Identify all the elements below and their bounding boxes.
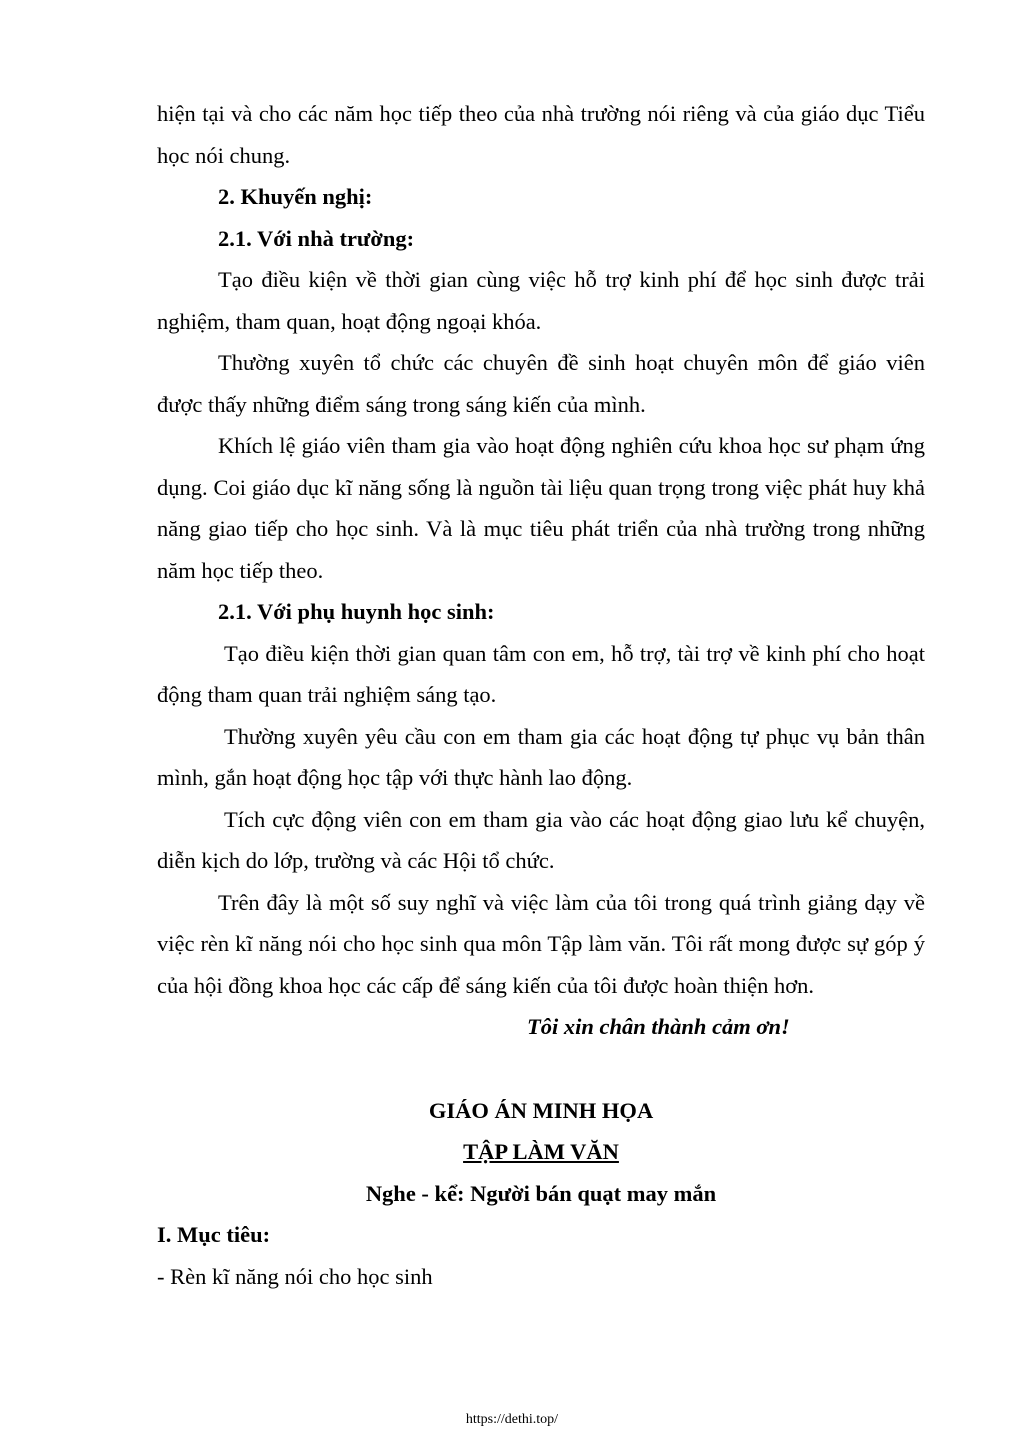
lesson-title: Nghe - kể: Người bán quạt may mắn <box>365 1180 717 1206</box>
recommendation-heading: 2. Khuyến nghị: <box>218 184 373 209</box>
subject-title: TẬP LÀM VĂN <box>463 1139 619 1164</box>
footer-url[interactable]: https://dethi.top/ <box>465 1412 559 1427</box>
thanks-line: Tôi xin chân thành cảm ơn! <box>527 1014 790 1039</box>
school-paragraph-1: Tạo điều kiện về thời gian cùng việc hỗ trợ kinh phí để học sinh được trải nghiệm, tham quan, hoạt động ngoại khóa. <box>157 267 925 334</box>
school-heading: 2.1. Với nhà trường: <box>218 225 415 251</box>
parents-paragraph-2: Thường xuyên yêu cầu con em tham gia các hoạt động tự phục vụ bản thân mình, gắn hoạt động học tập với thực hành lao động. <box>157 723 925 790</box>
parents-paragraph-3: Tích cực động viên con em tham gia vào các hoạt động giao lưu kể chuyện, diễn kịch do lớp, trường và các Hội tổ chức. <box>157 806 925 873</box>
goal-item: - Rèn kĩ năng nói cho học sinh <box>157 1263 433 1289</box>
parents-paragraph-1: Tạo điều kiện thời gian quan tâm con em, hỗ trợ, tài trợ về kinh phí cho hoạt động tham quan trải nghiệm sáng tạo. <box>157 640 925 707</box>
school-paragraph-2: Thường xuyên tổ chức các chuyên đề sinh hoạt chuyên môn để giáo viên được thấy những điểm sáng trong sáng kiến của mình. <box>157 350 925 417</box>
intro-paragraph: hiện tại và cho các năm học tiếp theo của nhà trường nói riêng và của giáo dục Tiểu học nói chung. <box>157 101 925 168</box>
parents-heading: 2.1. Với phụ huynh học sinh: <box>218 599 495 624</box>
goals-heading: I. Mục tiêu: <box>157 1222 271 1247</box>
school-paragraph-3: Khích lệ giáo viên tham gia vào hoạt động nghiên cứu khoa học sư phạm ứng dụng. Coi giáo dục kĩ năng sống là nguồn tài liệu quan trọng trong việc phát huy khả năng giao tiếp cho học sinh. Và là mục tiêu phát triển của nhà trường trong những năm học tiếp theo. <box>157 433 925 583</box>
document-page <box>157 93 925 1297</box>
lesson-plan-title: GIÁO ÁN MINH HỌA <box>428 1097 654 1123</box>
closing-paragraph: Trên đây là một số suy nghĩ và việc làm của tôi trong quá trình giảng dạy về việc rèn kĩ năng nói cho học sinh qua môn Tập làm văn. Tôi rất mong được sự góp ý của hội đồng khoa học các cấp để sáng kiến của tôi được hoàn thiện hơn. <box>157 889 925 998</box>
